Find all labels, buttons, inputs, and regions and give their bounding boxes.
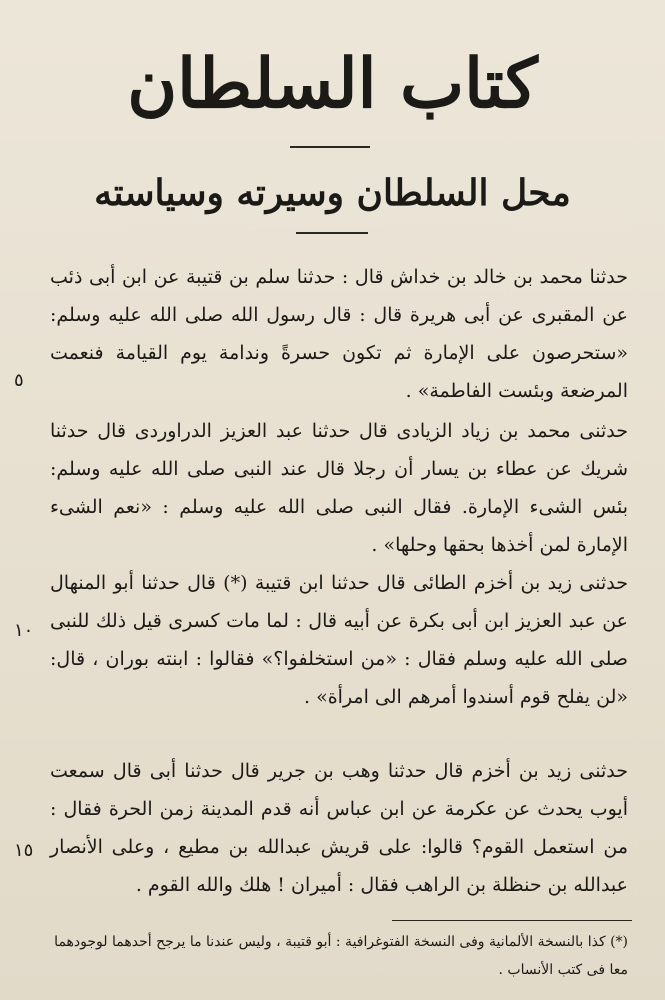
line-number: ١٠ bbox=[14, 620, 34, 641]
line-number: ١٥ bbox=[14, 840, 34, 861]
footnote: (*) كذا بالنسخة الألمانية وفى النسخة الفتوغرافية : أبو قتيبة ، وليس عندنا ما يرجح أحدهما لوجودهما معا فى كتب الأنساب . bbox=[54, 934, 628, 978]
footnote-divider bbox=[392, 920, 632, 921]
hadith-paragraph: حدثنى زيد بن أخزم الطائى قال حدثنا ابن قتيبة (*) قال حدثنا أبو المنهال عن عبد العزيز ابن أبى بكرة عن أبيه قال : لما مات كسرى قيل ذلك للنبى صلى الله عليه وسلم فقال : «من استخلفوا؟» فقالوا : ابنته بوران ، قال: «لن يفلح قوم أسندوا أمرهم الى امرأة» . bbox=[50, 572, 628, 708]
chapter-divider bbox=[296, 232, 368, 234]
hadith-paragraph: حدثنى زيد بن أخزم قال حدثنا وهب بن جرير قال حدثنا أبى قال سمعت أيوب يحدث عن عكرمة عن ابن عباس أنه قدم المدينة زمن الحرة فقال : من استعمل القوم؟ قالوا: على قريش عبدالله بن مطيع ، وعلى الأنصار عبدالله بن حنظلة بن الراهب فقال : أميران ! هلك والله القوم . bbox=[50, 760, 628, 896]
book-title: كتاب السلطان bbox=[127, 44, 538, 124]
chapter-title: محل السلطان وسيرته وسياسته bbox=[94, 172, 571, 214]
line-number: ٥ bbox=[14, 370, 24, 391]
hadith-paragraph: حدثنى محمد بن زياد الزيادى قال حدثنا عبد العزيز الدراوردى قال حدثنا شريك عن عطاء بن يسار أن رجلا قال عند النبى صلى الله عليه وسلم: بئس الشىء الإمارة. فقال النبى صلى الله عليه وسلم : «نعم الشىء الإمارة لمن أخذها بحقها وحلها» . bbox=[50, 420, 628, 556]
hadith-paragraph: حدثنا محمد بن خالد بن خداش قال : حدثنا سلم بن قتيبة عن ابن أبى ذئب عن المقبرى عن أبى هريرة قال : قال رسول الله صلى الله عليه وسلم: «ستحرصون على الإمارة ثم تكون حسرةً وندامة يوم القيامة فنعمت المرضعة وبئست الفاطمة» . bbox=[50, 266, 628, 402]
title-divider bbox=[290, 146, 370, 148]
